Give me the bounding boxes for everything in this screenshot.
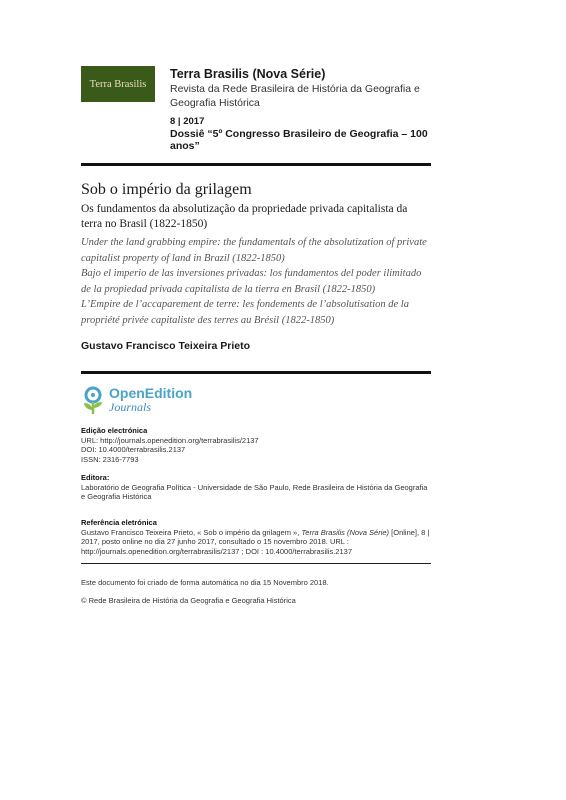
issue-number: 8 | 2017 <box>170 116 205 127</box>
openedition-journals: Journals <box>109 400 151 414</box>
article-subtitle: Os fundamentos da absolutização da propriedade privada capitalista da terra no Brasil (1822-1850) <box>81 203 408 230</box>
journal-logo <box>81 66 155 102</box>
author-rule <box>81 371 431 374</box>
openedition-logo[interactable] <box>81 386 192 416</box>
reference-part1: Gustavo Francisco Teixeira Prieto, « Sob o império da grilagem », <box>81 527 302 537</box>
edition-doi[interactable]: DOI: 10.4000/terrabrasilis.2137 <box>81 445 186 454</box>
reference-heading: Referência eletrónica <box>81 518 157 527</box>
journal-title: Terra Brasilis (Nova Série) <box>170 67 326 81</box>
footer-rule <box>81 563 431 564</box>
publisher-section <box>81 473 433 502</box>
edition-heading: Edição electrónica <box>81 426 148 435</box>
reference-journal: Terra Brasilis (Nova Série) <box>301 527 390 537</box>
reference-part2[interactable]: [Online], 8 | 2017, posto online no dia 27 junho 2017, consultado o 15 novembro 2018. URL : http://journals.openedition.org/terrabrasilis/2137 ; DOI : 10.4000/terrabrasilis.2137 <box>81 527 430 556</box>
reference-text <box>81 528 433 557</box>
reference-section <box>81 518 433 556</box>
translated-title-es: Bajo el imperio de las inversiones privadas: los fundamentos del poder ilimitado de la propiedad privada capitalista de la tierra en Brasil (1822-1850) <box>81 268 422 295</box>
openedition-name: OpenEdition <box>109 385 193 401</box>
edition-section <box>81 426 433 464</box>
journal-header <box>170 66 440 110</box>
article-block <box>81 180 431 328</box>
translated-title-en: Under the land grabbing empire: the fundamentals of the absolutization of private capitalist property of land in Brazil (1822-1850) <box>81 237 427 264</box>
issue-info <box>170 116 440 152</box>
header-rule <box>81 163 431 166</box>
article-title: Sob o império da grilagem <box>81 181 252 198</box>
openedition-flower-icon <box>81 386 105 416</box>
journal-subtitle: Revista da Rede Brasileira de História da Geografia e Geografia Histórica <box>170 83 420 109</box>
publisher-heading: Editora: <box>81 473 110 482</box>
generated-note: Este documento foi criado de forma automática no dia 15 Novembro 2018. <box>81 578 329 587</box>
publisher-name: Laboratório de Geografia Política - Universidade de São Paulo, Rede Brasileira de História da Geografia e Geografia Histórica <box>81 482 428 501</box>
journal-logo-text: Terra Brasilis <box>89 78 147 90</box>
translated-title-fr: L’Empire de l’accaparement de terre: les fondements de l’absolutisation de la propriété privée capitaliste des terres au Brésil (1822-1850) <box>81 299 409 326</box>
issue-title: Dossiê “5º Congresso Brasileiro de Geografia – 100 anos” <box>170 128 428 152</box>
edition-url[interactable]: URL: http://journals.openedition.org/terrabrasilis/2137 <box>81 435 259 445</box>
edition-issn: ISSN: 2316-7793 <box>81 454 139 464</box>
article-author: Gustavo Francisco Teixeira Prieto <box>81 340 251 352</box>
copyright-note: © Rede Brasileira de História da Geografia e Geografia Histórica <box>81 596 296 605</box>
